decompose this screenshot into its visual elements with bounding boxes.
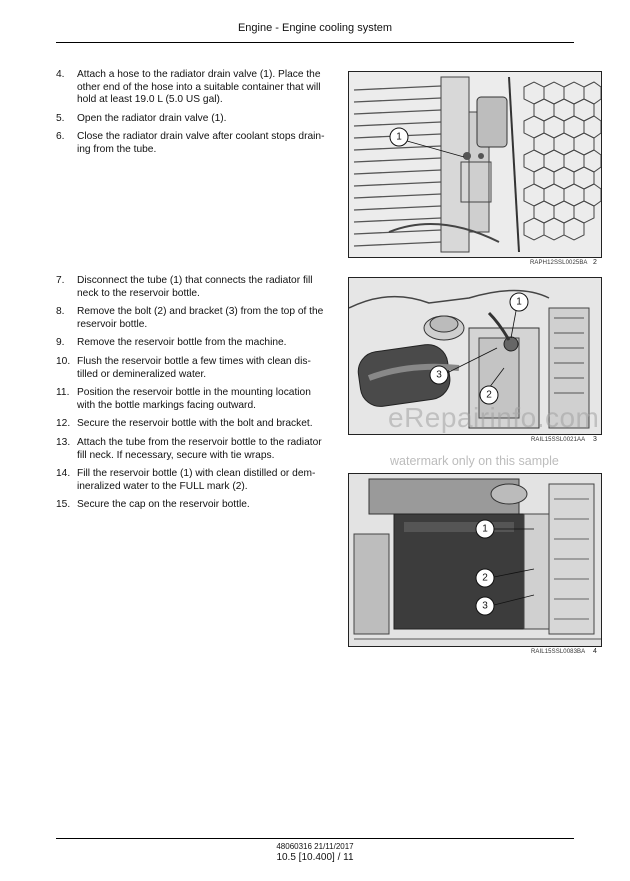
step-item bbox=[56, 69, 326, 107]
step-number: 13. bbox=[56, 436, 71, 448]
footer-doc-id: 48060316 21/11/2017 bbox=[276, 842, 354, 851]
step-number: 15. bbox=[56, 499, 71, 511]
step-number: 12. bbox=[56, 418, 71, 430]
step-text: Attach a hose to the radiator drain valve (1). Place the other end of the hose into a suitable container that will hold at least 19.0 L (5.0 US gal). bbox=[77, 69, 321, 106]
figure-radiator-drain-valve bbox=[348, 71, 602, 258]
step-number: 9. bbox=[56, 337, 65, 349]
callout-label: 1 bbox=[396, 131, 402, 143]
callout-label: 1 bbox=[482, 523, 488, 535]
step-number: 10. bbox=[56, 355, 71, 367]
step-item bbox=[56, 499, 326, 512]
watermark-note: watermark only on this sample bbox=[390, 454, 559, 468]
step-item bbox=[56, 387, 326, 412]
step-text: Disconnect the tube (1) that connects the radiator fill neck to the reservoir bottle. bbox=[77, 275, 313, 299]
callout-label: 3 bbox=[482, 600, 488, 612]
step-number: 14. bbox=[56, 468, 71, 480]
step-item bbox=[56, 113, 326, 126]
step-text: Flush the reservoir bottle a few times with clean distilled or demineralized water. bbox=[77, 355, 311, 380]
step-text: Attach the tube from the reservoir bottle to the radiator fill neck. If necessary, secure with tie wraps. bbox=[77, 436, 322, 461]
step-text: Secure the reservoir bottle with the bolt and bracket. bbox=[77, 418, 313, 430]
footer-rule bbox=[56, 838, 574, 839]
step-item bbox=[56, 275, 326, 300]
figure-reference: RAPH12SSL0025BA bbox=[530, 260, 588, 266]
step-item bbox=[56, 437, 326, 462]
figure-number: 3 bbox=[593, 436, 597, 443]
step-number: 7. bbox=[56, 275, 65, 286]
step-text: Fill the reservoir bottle (1) with clean distilled or demineralized water to the FULL mark (2). bbox=[77, 468, 316, 492]
step-number: 6. bbox=[56, 131, 65, 143]
radiator-drain-illustration bbox=[349, 72, 601, 257]
step-number: 8. bbox=[56, 306, 65, 318]
steps-group-1 bbox=[56, 69, 326, 163]
reservoir-fill-illustration bbox=[349, 474, 601, 646]
figure-number: 4 bbox=[593, 648, 597, 655]
step-number: 4. bbox=[56, 69, 65, 80]
step-text: Secure the cap on the reservoir bottle. bbox=[77, 499, 250, 511]
step-item bbox=[56, 356, 326, 381]
step-item bbox=[56, 468, 326, 493]
step-item bbox=[56, 131, 326, 156]
figure-reference: RAIL15SSL0083BA bbox=[531, 649, 586, 655]
figure-reference: RAIL15SSL0021AA bbox=[531, 437, 586, 443]
step-text: Position the reservoir bottle in the mounting location with the bottle markings facing outward. bbox=[77, 387, 311, 411]
step-text: Remove the reservoir bottle from the machine. bbox=[77, 337, 287, 349]
step-item bbox=[56, 337, 326, 350]
step-text: Open the radiator drain valve (1). bbox=[77, 112, 227, 124]
step-item bbox=[56, 306, 326, 331]
callout-label: 3 bbox=[436, 369, 442, 381]
footer-page-number: 10.5 [10.400] / 11 bbox=[276, 852, 354, 863]
step-text: Remove the bolt (2) and bracket (3) from the top of the reservoir bottle. bbox=[77, 306, 324, 330]
step-item bbox=[56, 418, 326, 431]
step-number: 5. bbox=[56, 112, 65, 124]
callout-label: 2 bbox=[486, 389, 492, 401]
figure-reservoir-fill bbox=[348, 473, 602, 647]
watermark-site: eRepairinfo.com bbox=[388, 402, 600, 433]
callout-label: 2 bbox=[482, 572, 488, 584]
callout-label: 1 bbox=[516, 296, 522, 308]
figure-number: 2 bbox=[593, 259, 597, 266]
step-number: 11. bbox=[56, 387, 70, 399]
step-text: Close the radiator drain valve after coolant stops draining from the tube. bbox=[77, 131, 325, 155]
header-rule bbox=[56, 42, 574, 43]
steps-group-2 bbox=[56, 275, 326, 518]
page-header: Engine - Engine cooling system bbox=[237, 22, 393, 34]
